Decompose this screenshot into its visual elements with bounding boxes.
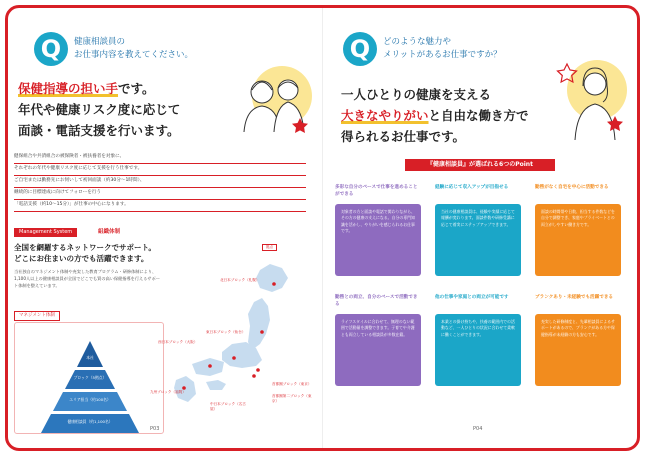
point-body: 対象者の方と面談や電話で関わりながら、その方の健康の支えになる。自分の専門知識を活かし、やりがいを感じられるお仕事です。	[335, 204, 421, 276]
point-card	[435, 288, 521, 386]
headline-tail: です。	[118, 81, 155, 96]
point-title: 勤務がなく自宅を中心に活動できる	[535, 185, 609, 190]
right-headline	[341, 84, 529, 147]
page-left	[10, 10, 318, 446]
point-body: 充実した研修制度と、先輩相談員によるサポートがあるので、ブランクがある方や保健指導が未経験の方も安心です。	[535, 314, 621, 386]
duty-list	[14, 152, 306, 212]
tier-head-office: 本社	[86, 355, 94, 360]
point-body: ライフスタイルに合わせて、無理のない範囲で活動量を調整できます。子育てや介護とも両立している相談員が多数在籍。	[335, 314, 421, 386]
left-headline	[18, 78, 180, 141]
point-title: 経験に応じて収入アップが目指せる	[435, 185, 509, 190]
headline-line: 一人ひとりの健康を支える	[341, 87, 492, 102]
point-title: 他の仕事や家庭との両立が可能です	[435, 295, 509, 300]
management-system-title: 組織体制	[98, 229, 121, 235]
headline-line: 年代や健康リスク度に応じて	[18, 102, 181, 117]
points-banner: 『健康相談員』が選ばれる6つのPoint	[405, 159, 555, 171]
question-title-left	[74, 36, 193, 62]
point-card	[535, 288, 621, 386]
pyramid-tag: マネジメント体制	[14, 311, 60, 321]
headline-tail: と自由な働き方で	[428, 108, 529, 123]
point-body: 面談の時間帯や日数、担当する件数などを自分で調整でき、家庭やプライベートとの両立がしやすい働き方です。	[535, 204, 621, 276]
health-advisor-illustration-icon	[230, 62, 312, 138]
duty-item: 継続的に目標達成に向けてフォローを行う	[14, 188, 306, 200]
question-title-right	[383, 36, 502, 62]
duty-item: それぞれの年代や健康リスク度に応じて支援を行う仕事です。	[14, 164, 306, 176]
page-number-right: P04	[473, 426, 483, 432]
point-title: 多彩な自分のペースで仕事を進めることができる	[335, 185, 418, 197]
point-card	[435, 178, 521, 276]
management-pyramid	[14, 322, 164, 434]
tier-advisors: 健康相談員（約1,100名）	[67, 419, 113, 424]
point-body: 本業との掛け持ちや、扶養の範囲内での活動など、一人ひとりの状況に合わせて柔軟に働くことができます。	[435, 314, 521, 386]
management-headline	[14, 242, 164, 264]
ms-head-line: どこにお住まいの方でも活躍できます。	[14, 254, 149, 263]
point-card	[335, 288, 421, 386]
q-title-line: どのような魅力や	[383, 37, 452, 47]
page-right	[327, 10, 635, 446]
map-label-west: 西日本ブロック（大阪）	[158, 340, 198, 344]
map-label-capital: 首都圏ブロック（東京）	[272, 382, 312, 386]
q-title-line: 健康相談員の	[74, 37, 126, 47]
headline-highlight: 大きなやりがい	[341, 108, 429, 123]
headline-line: 得られるお仕事です。	[341, 129, 466, 144]
map-label-central: 中日本ブロック（名古屋）	[210, 402, 246, 411]
point-title: 勤務との両立、自分のペースで活動できる	[335, 295, 418, 307]
management-system-tag: Management System	[14, 228, 77, 237]
spread-fold	[322, 8, 323, 448]
management-body: 当社独自のマネジメント体制や充実した教育プログラム・研修体制により、1,100人以上の健康相談員が全国でどこでも質の高い保健指導を行えるサポート体制を整えています。	[14, 269, 160, 288]
point-title: ブランクあり・未経験でも活躍できる	[535, 295, 614, 300]
q-title-line: お仕事内容を教えてください。	[74, 50, 194, 60]
headline-line: 面談・電話支援を行います。	[18, 123, 180, 138]
map-label-capital-2: 首都圏第二ブロック（東京）	[272, 394, 312, 403]
duty-item: ご自宅または勤務先にお伺いして初回面談（約30分～1時間）、	[14, 176, 306, 188]
duty-item: 「電話支援（約10～15分）」が仕事の中心になります。	[14, 200, 306, 212]
map-label-east: 東日本ブロック（仙台）	[206, 330, 246, 334]
map-label-kyushu: 九州ブロック（福岡）	[150, 390, 186, 394]
tier-block: ブロック（5拠点）	[73, 375, 107, 380]
point-card	[535, 178, 621, 276]
q-badge-icon: Q	[34, 32, 68, 66]
page-number-left: P03	[150, 426, 160, 432]
point-body: 当社の健康相談員は、経験や実績に応じて報酬が変わります。面談件数や研修受講に応じて着実にステップアップできます。	[435, 204, 521, 276]
point-card	[335, 178, 421, 276]
ms-head-line: 全国を網羅するネットワークでサポート。	[14, 243, 156, 252]
map-label-north: 北日本ブロック（札幌）	[220, 278, 260, 282]
q-badge-icon: Q	[343, 32, 377, 66]
duty-item: 健保組合や共済組合の被保険者・被扶養者を対象に、	[14, 152, 306, 164]
tier-area: エリア担当（約100名）	[69, 397, 111, 402]
headline-highlight: 保健指導の担い手	[18, 81, 119, 96]
health-advisor-illustration-icon	[553, 50, 631, 142]
map-legend-label: 拠点	[262, 244, 277, 251]
q-title-line: メリットがあるお仕事ですか？	[383, 50, 502, 60]
